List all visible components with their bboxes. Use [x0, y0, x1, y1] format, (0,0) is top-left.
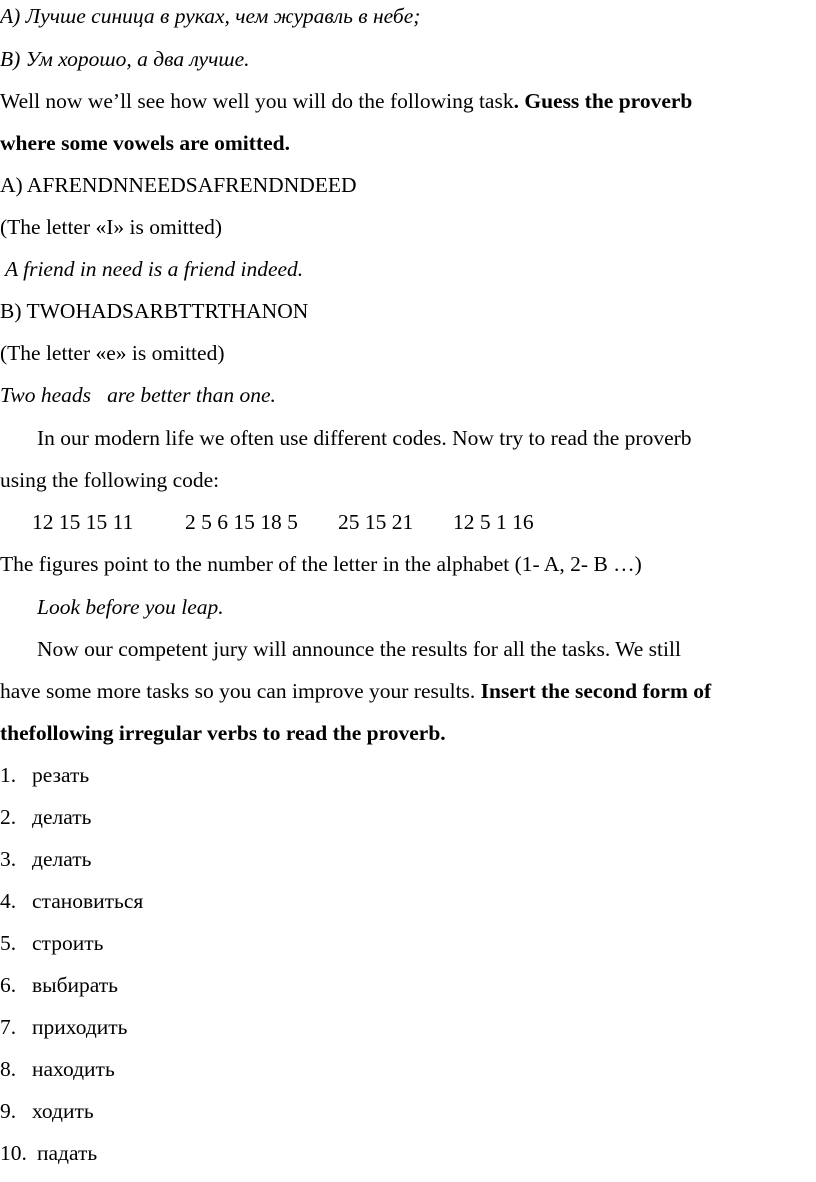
results-line2 — [0, 678, 711, 704]
code-group-1: 12 15 15 11 — [32, 510, 134, 534]
code-group-3: 25 15 21 — [338, 510, 414, 534]
puzzle-b-encoded: B) TWOHADSARBTTRTHANON — [0, 299, 309, 323]
russian-option-a: А) Лучше синица в руках, чем журавль в небе; — [0, 4, 421, 28]
list-item-word: приходить — [32, 1015, 128, 1039]
code-group-4: 12 5 1 16 — [453, 510, 534, 534]
list-item — [0, 1014, 127, 1040]
list-item-word: выбирать — [32, 973, 118, 997]
list-item-word: становиться — [32, 889, 144, 913]
code-task-line2: using the following code: — [0, 468, 220, 492]
results-text: have some more tasks so you can improve your results. — [0, 679, 481, 703]
list-item-number: 2. — [0, 805, 17, 829]
list-item — [0, 1098, 94, 1124]
list-item-number: 6. — [0, 973, 17, 997]
list-item — [0, 888, 143, 914]
puzzle-a-encoded: A) AFRENDNNEEDSAFRENDNDEED — [0, 173, 357, 197]
list-item — [0, 930, 103, 956]
list-item — [0, 1056, 115, 1082]
puzzle-a-hint: (The letter «I» is omitted) — [0, 215, 223, 239]
task-intro-instruction: . Guess the proverb — [513, 89, 693, 113]
puzzle-a-answer: A friend in need is a friend indeed. — [0, 257, 304, 281]
list-item-word: строить — [32, 931, 104, 955]
list-item — [0, 762, 89, 788]
list-item-number: 7. — [0, 1015, 17, 1039]
task-intro-line2: where some vowels are omitted. — [0, 131, 290, 155]
list-item-word: делать — [32, 805, 92, 829]
list-item — [0, 972, 118, 998]
list-item-number: 10. — [0, 1141, 27, 1165]
list-item-number: 3. — [0, 847, 17, 871]
list-item-word: резать — [32, 763, 90, 787]
list-item-number: 1. — [0, 763, 17, 787]
russian-option-b: В) Ум хорошо, а два лучше. — [0, 47, 250, 71]
puzzle-b-answer: Two heads are better than one. — [0, 383, 276, 407]
list-item-number: 9. — [0, 1099, 17, 1123]
code-task-line1: In our modern life we often use different codes. Now try to read the proverb — [37, 426, 692, 450]
list-item-number: 4. — [0, 889, 17, 913]
list-item-word: находить — [32, 1057, 115, 1081]
puzzle-b-hint: (The letter «e» is omitted) — [0, 341, 225, 365]
list-item-number: 8. — [0, 1057, 17, 1081]
code-explanation: The figures point to the number of the letter in the alphabet (1- A, 2- B …) — [0, 552, 642, 576]
code-group-2: 2 5 6 15 18 5 — [185, 510, 298, 534]
list-item — [0, 846, 91, 872]
code-answer: Look before you leap. — [37, 595, 224, 619]
list-item-word: ходить — [32, 1099, 94, 1123]
code-sequence — [32, 509, 534, 535]
results-instruction: Insert the second form of — [480, 679, 712, 703]
results-line1: Now our competent jury will announce the results for all the tasks. We still — [37, 637, 681, 661]
task-intro-line1 — [0, 88, 692, 114]
list-item — [0, 1140, 97, 1166]
list-item — [0, 804, 91, 830]
task-intro-text: Well now we’ll see how well you will do the following task — [0, 89, 514, 113]
list-item-number: 5. — [0, 931, 17, 955]
list-item-word: падать — [37, 1141, 98, 1165]
list-item-word: делать — [32, 847, 92, 871]
results-line3: thefollowing irregular verbs to read the proverb. — [0, 721, 446, 745]
